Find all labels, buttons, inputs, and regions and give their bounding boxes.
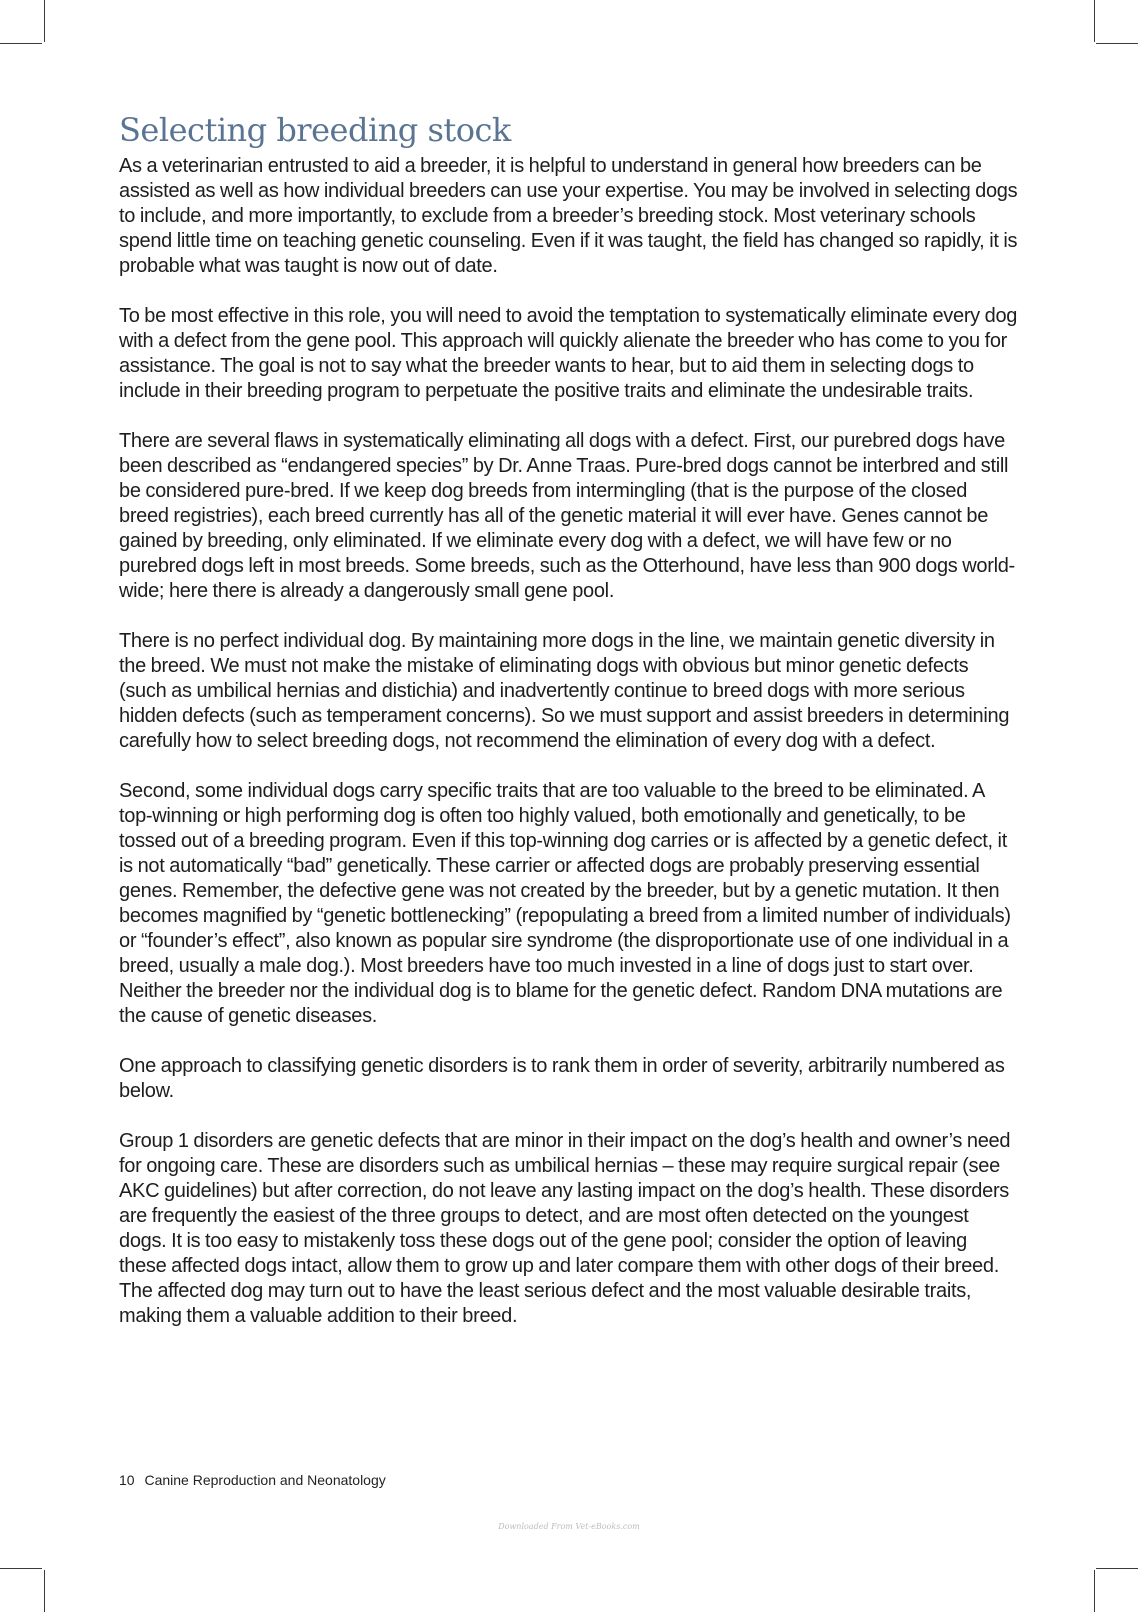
book-title: Canine Reproduction and Neonatology — [144, 1472, 386, 1488]
crop-mark-bottom-left-horizontal — [0, 1568, 42, 1569]
page-footer — [119, 1472, 386, 1488]
paragraph: As a veterinarian entrusted to aid a breeder, it is helpful to understand in general how breeders can be assisted as well as how individual breeders can use your expertise. You may be involved in selecting dogs to include, and more importantly, to exclude from a breeder’s breeding stock. Most veterinary schools spend little time on teaching genetic counseling. Even if it was taught, the field has changed so rapidly, it is probable what was taught is now out of date. — [119, 155, 1018, 277]
paragraph: One approach to classifying genetic disorders is to rank them in order of severity, arbitrarily numbered as below. — [119, 1055, 1005, 1102]
crop-mark-bottom-left-vertical — [44, 1570, 45, 1612]
page-content — [119, 108, 1019, 1354]
crop-mark-top-right-vertical — [1094, 0, 1095, 42]
crop-mark-top-left-vertical — [44, 0, 45, 42]
crop-mark-bottom-right-vertical — [1094, 1570, 1095, 1612]
section-heading: Selecting breeding stock — [119, 111, 511, 149]
page-number: 10 — [119, 1472, 135, 1488]
watermark: Downloaded From Vet-eBooks.com — [498, 1522, 640, 1531]
paragraph: There are several flaws in systematically eliminating all dogs with a defect. First, our purebred dogs have been described as “endangered species” by Dr. Anne Traas. Pure-bred dogs cannot be interbred and still be considered pure-bred. If we keep dog breeds from intermingling (that is the purpose of the closed breed registries), each breed currently has all of the genetic material it will ever have. Genes cannot be gained by breeding, only eliminated. If we eliminate every dog with a defect, we will have few or no purebred dogs left in most breeds. Some breeds, such as the Otterhound, have less than 900 dogs world-wide; here there is already a dangerously small gene pool. — [119, 430, 1015, 602]
crop-mark-top-left-horizontal — [0, 43, 42, 44]
paragraph: Group 1 disorders are genetic defects that are minor in their impact on the dog’s health and owner’s need for ongoing care. These are disorders such as umbilical hernias – these may require surgical repair (see AKC guidelines) but after correction, do not leave any lasting impact on the dog’s health. These disorders are frequently the easiest of the three groups to detect, and are most often detected on the youngest dogs. It is too easy to mistakenly toss these dogs out of the gene pool; consider the option of leaving these affected dogs intact, allow them to grow up and later compare them with other dogs of their breed. The affected dog may turn out to have the least serious defect and the most valuable desirable traits, making them a valuable addition to their breed. — [119, 1130, 1011, 1327]
crop-mark-top-right-horizontal — [1096, 43, 1138, 44]
paragraph: Second, some individual dogs carry specific traits that are too valuable to the breed to be eliminated. A top-winning or high performing dog is often too highly valued, both emotionally and genetically, to be tossed out of a breeding program. Even if this top-winning dog carries or is affected by a genetic defect, it is not automatically “bad” genetically. These carrier or affected dogs are probably preserving essential genes. Remember, the defective gene was not created by the breeder, but by a genetic mutation. It then becomes magnified by “genetic bottlenecking” (repopulating a breed from a limited number of individuals) or “founder’s effect”, also known as popular sire syndrome (the disproportionate use of one individual in a breed, usually a male dog.). Most breeders have too much invested in a line of dogs just to start over. Neither the breeder nor the individual dog is to blame for the genetic defect. Random DNA mutations are the cause of genetic diseases. — [119, 780, 1011, 1027]
paragraph: There is no perfect individual dog. By maintaining more dogs in the line, we maintain genetic diversity in the breed. We must not make the mistake of eliminating dogs with obvious but minor genetic defects (such as umbilical hernias and distichia) and inadvertently continue to breed dogs with more serious hidden defects (such as temperament concerns). So we must support and assist breeders in determining carefully how to select breeding dogs, not recommend the elimination of every dog with a defect. — [119, 630, 1010, 752]
paragraph: To be most effective in this role, you will need to avoid the temptation to systematically eliminate every dog with a defect from the gene pool. This approach will quickly alienate the breeder who has come to you for assistance. The goal is not to say what the breeder wants to hear, but to aid them in selecting dogs to include in their breeding program to perpetuate the positive traits and eliminate the undesirable traits. — [119, 305, 1018, 402]
crop-mark-bottom-right-horizontal — [1096, 1568, 1138, 1569]
